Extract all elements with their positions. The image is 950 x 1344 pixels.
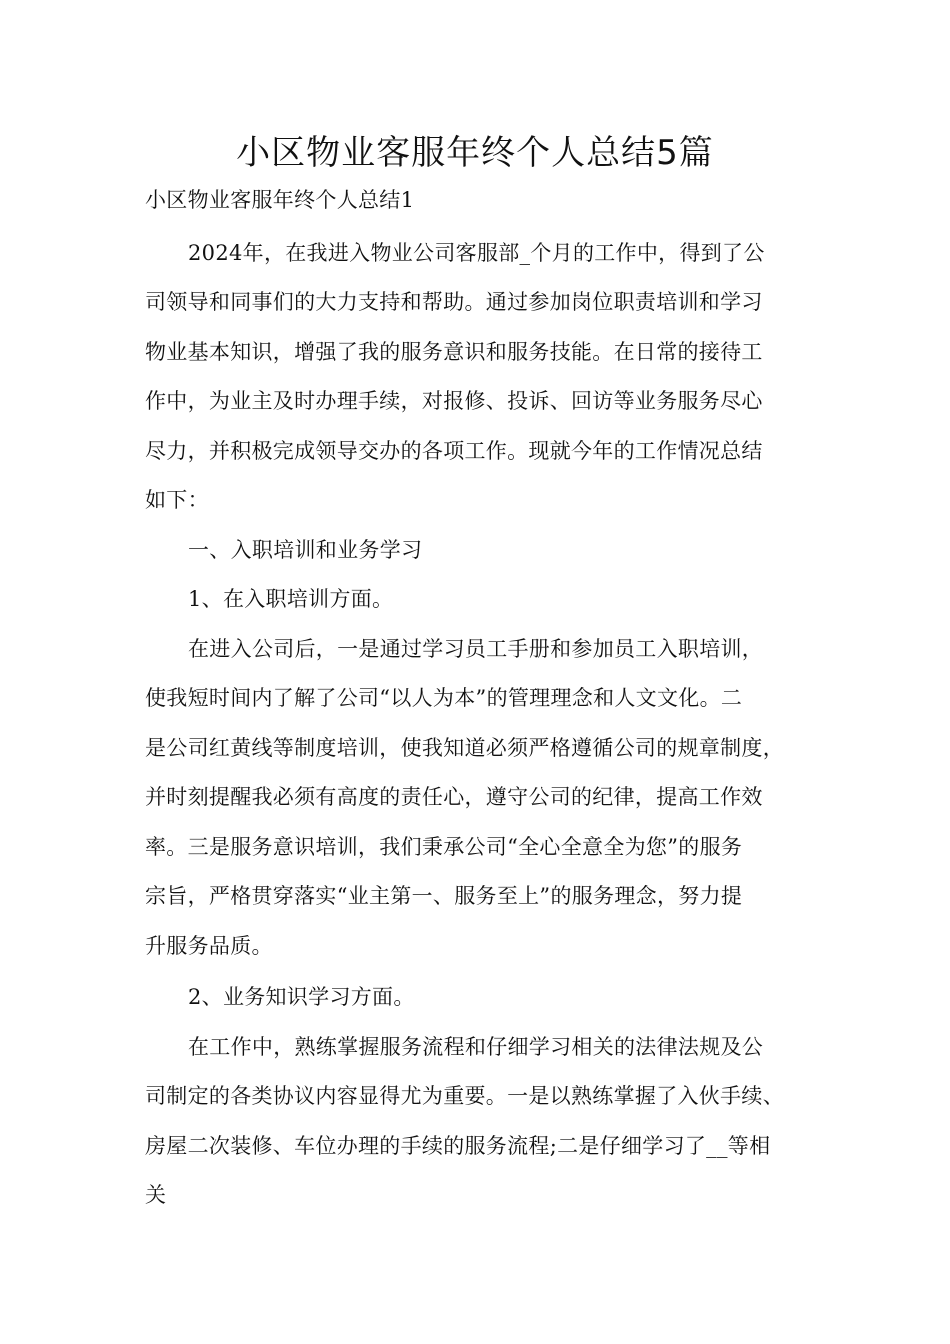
paragraph-line: 宗旨，严格贯穿落实“业主第一、服务至上”的服务理念，努力提: [145, 884, 743, 908]
paragraph-line: 2024年，在我进入物业公司客服部_个月的工作中，得到了公: [188, 241, 765, 265]
paragraph-line: 关: [145, 1183, 167, 1207]
paragraph-line: 在工作中，熟练掌握服务流程和仔细学习相关的法律法规及公: [188, 1035, 764, 1059]
paragraph-line: 升服务品质。: [145, 934, 273, 958]
paragraph-line: 使我短时间内了解了公司“以人为本”的管理理念和人文文化。二: [145, 686, 743, 710]
subsection-heading: 2、业务知识学习方面。: [188, 985, 415, 1009]
subsection-heading: 1、在入职培训方面。: [188, 587, 394, 611]
document-title: 小区物业客服年终个人总结5篇: [236, 133, 714, 173]
paragraph-line: 房屋二次装修、车位办理的手续的服务流程;二是仔细学习了__等相: [145, 1134, 771, 1158]
section-subtitle: 小区物业客服年终个人总结1: [145, 188, 415, 212]
paragraph-line: 尽力，并积极完成领导交办的各项工作。现就今年的工作情况总结: [145, 439, 763, 463]
section-heading: 一、入职培训和业务学习: [188, 538, 423, 562]
paragraph-line: 作中，为业主及时办理手续，对报修、投诉、回访等业务服务尽心: [145, 389, 763, 413]
paragraph-line: 如下：: [145, 488, 209, 512]
paragraph-line: 司制定的各类协议内容显得尤为重要。一是以熟练掌握了入伙手续、: [145, 1084, 784, 1108]
paragraph-line: 在进入公司后，一是通过学习员工手册和参加员工入职培训，: [188, 637, 764, 661]
paragraph-line: 率。三是服务意识培训，我们秉承公司“全心全意全为您”的服务: [145, 835, 743, 859]
paragraph-line: 司领导和同事们的大力支持和帮助。通过参加岗位职责培训和学习: [145, 290, 763, 314]
paragraph-line: 是公司红黄线等制度培训，使我知道必须严格遵循公司的规章制度，: [145, 736, 784, 760]
paragraph-line: 物业基本知识，增强了我的服务意识和服务技能。在日常的接待工: [145, 340, 763, 364]
paragraph-line: 并时刻提醒我必须有高度的责任心，遵守公司的纪律，提高工作效: [145, 785, 763, 809]
